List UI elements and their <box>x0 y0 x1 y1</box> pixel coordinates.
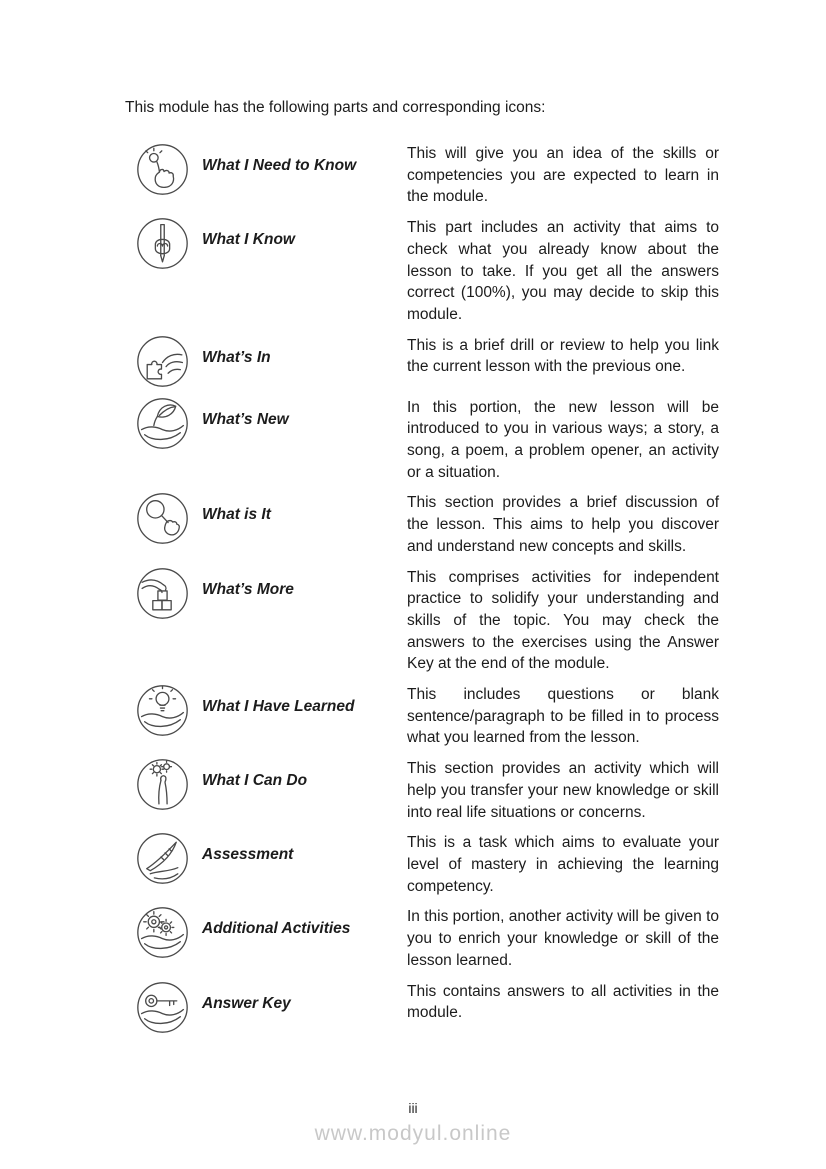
module-part-description: This comprises activities for independent practice to solidify your understanding and skills of the topic. You may check the answers to the exercises using the Answer Key at the end of the module. <box>407 568 719 673</box>
gears-on-palm-icon <box>136 906 189 959</box>
module-part-label: What I Need to Know <box>202 157 357 174</box>
module-part-label: Assessment <box>202 846 294 864</box>
module-part-row <box>125 397 719 484</box>
module-part-row <box>125 684 719 749</box>
module-part-label: What is It <box>202 506 271 524</box>
module-part-row <box>125 906 719 971</box>
module-part-label: What I Know <box>202 231 295 249</box>
module-part-row <box>125 143 719 208</box>
module-part-label: Additional Activities <box>202 920 351 938</box>
module-part-label: What’s In <box>202 348 271 366</box>
hand-holding-puzzle-icon <box>136 335 189 388</box>
module-part-description: This section provides an activity which will help you transfer your new knowledge or skill into real life situations or concerns. <box>407 760 719 821</box>
hand-writing-quill-icon <box>136 832 189 885</box>
hand-holding-pencil-icon <box>136 217 189 270</box>
module-part-row <box>125 335 719 388</box>
module-part-label: What I Have Learned <box>202 698 355 716</box>
hand-holding-magnifier-icon <box>136 492 189 545</box>
module-part-row <box>125 567 719 676</box>
module-part-label: What’s New <box>202 410 289 428</box>
module-part-description: This part includes an activity that aims to check what you already know about the lesson to take. If you get all the answers correct (100%), you may decide to skip this module. <box>407 219 719 323</box>
module-part-label: Answer Key <box>202 994 291 1012</box>
module-parts-list <box>125 143 719 1043</box>
module-part-description: This contains answers to all activities in the module. <box>407 982 719 1022</box>
module-part-label: What’s More <box>202 580 294 598</box>
raised-hand-icon <box>136 758 189 811</box>
hand-stacking-blocks-icon <box>136 567 189 620</box>
module-part-description: This section provides a brief discussion of the lesson. This aims to help you discover and understand new concepts and skills. <box>407 494 719 555</box>
module-part-row <box>125 832 719 897</box>
module-part-label: What I Can Do <box>202 772 308 790</box>
module-part-description: In this portion, the new lesson will be introduced to you in various ways; a story, a song, a poem, a problem opener, an activity or a situation. <box>407 398 719 481</box>
module-part-description: This is a brief drill or review to help you link the current lesson with the previous one. <box>407 336 719 376</box>
module-part-row <box>125 217 719 326</box>
lightbulb-on-palm-icon <box>136 684 189 737</box>
module-part-description: This is a task which aims to evaluate your level of mastery in achieving the learning competency. <box>407 834 719 895</box>
touch-button-hand-icon <box>136 143 189 196</box>
module-part-description: This will give you an idea of the skills or competencies you are expected to learn in the module. <box>407 145 719 206</box>
module-part-description: In this portion, another activity will be given to you to enrich your knowledge or skill of the lesson learned. <box>407 908 719 969</box>
module-part-row <box>125 492 719 557</box>
module-part-description: This includes questions or blank sentence/paragraph to be filled in to process what you learned from the lesson. <box>407 686 719 747</box>
watermark-text: www.modyul.online <box>314 1122 512 1145</box>
page-number: iii <box>408 1100 418 1116</box>
module-part-row <box>125 981 719 1034</box>
page-content <box>125 97 719 1043</box>
module-part-row <box>125 758 719 823</box>
key-on-palm-icon <box>136 981 189 1034</box>
intro-text: This module has the following parts and corresponding icons: <box>125 99 546 116</box>
hand-holding-leaf-icon <box>136 397 189 450</box>
